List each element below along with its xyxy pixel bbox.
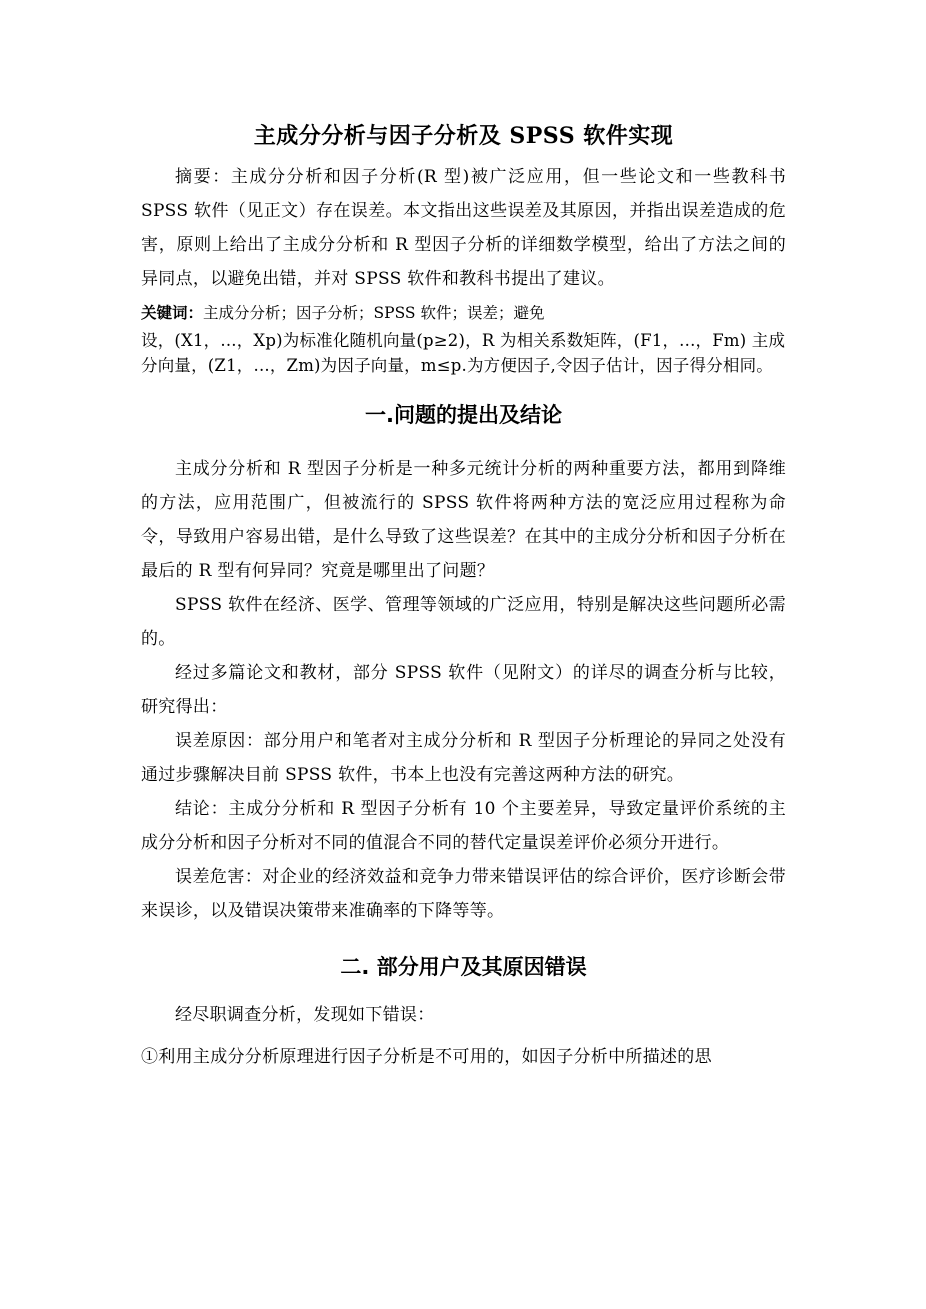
abstract-paragraph: 摘要：主成分分析和因子分析(R 型)被广泛应用，但一些论文和一些教科书 SPSS 软件（见正文）存在误差。本文指出这些误差及其原因，并指出误差造成的危害，原则上给出了主成分分析和 R 型因子分析的详细数学模型，给出了方法之间的异同点，以避免出错，并对 SPSS 软件和教科书提出了建议。 bbox=[141, 167, 786, 289]
section-1-paragraph-6: 误差危害：对企业的经济效益和竞争力带来错误评估的综合评价，医疗诊断会带来误诊，以及错误决策带来准确率的下降等等。 bbox=[141, 867, 786, 921]
section-1-paragraph-5: 结论：主成分分析和 R 型因子分析有 10 个主要差异，导致定量评价系统的主成分分析和因子分析对不同的值混合不同的替代定量误差评价必须分开进行。 bbox=[141, 799, 786, 853]
keywords-label: 关键词： bbox=[141, 304, 204, 322]
section-1-paragraph-2: SPSS 软件在经济、医学、管理等领域的广泛应用，特别是解决这些问题所必需的。 bbox=[141, 595, 786, 649]
section-2-intro: 经尽职调查分析，发现如下错误： bbox=[175, 1005, 435, 1025]
definition-paragraph: 设，(X1，...，Xp)为标准化随机向量(p≥2)，R 为相关系数矩阵，(F1，...，Fm) 主成分向量，(Z1，...，Zm)为因子向量，m≤p.为方便因子,令因子估计，因子得分相同。 bbox=[141, 331, 786, 375]
section-2-heading: 二. 部分用户及其原因错误 bbox=[340, 955, 587, 979]
keywords-line bbox=[141, 298, 786, 328]
section-1-paragraph-4: 误差原因：部分用户和笔者对主成分分析和 R 型因子分析理论的异同之处没有通过步骤解决目前 SPSS 软件，书本上也没有完善这两种方法的研究。 bbox=[141, 731, 786, 785]
paper-title: 主成分分析与因子分析及 SPSS 软件实现 bbox=[253, 123, 674, 149]
document-body bbox=[141, 118, 786, 1074]
section-1-paragraph-3: 经过多篇论文和教材，部分 SPSS 软件（见附文）的详尽的调查分析与比较，研究得出： bbox=[141, 663, 786, 717]
keywords-text: 主成分分析；因子分析；SPSS 软件；误差；避免 bbox=[203, 304, 545, 322]
section-2-list-item-1: ①利用主成分分析原理进行因子分析是不可用的，如因子分析中所描述的思 bbox=[141, 1047, 712, 1067]
section-1-paragraph-1: 主成分分析和 R 型因子分析是一种多元统计分析的两种重要方法，都用到降维的方法，应用范围广，但被流行的 SPSS 软件将两种方法的宽泛应用过程称为命令，导致用户容易出错，是什么导致了这些误差？在其中的主成分分析和因子分析在最后的 R 型有何异同？究竟是哪里出了问题？ bbox=[141, 459, 786, 581]
section-1-heading: 一.问题的提出及结论 bbox=[365, 403, 562, 427]
